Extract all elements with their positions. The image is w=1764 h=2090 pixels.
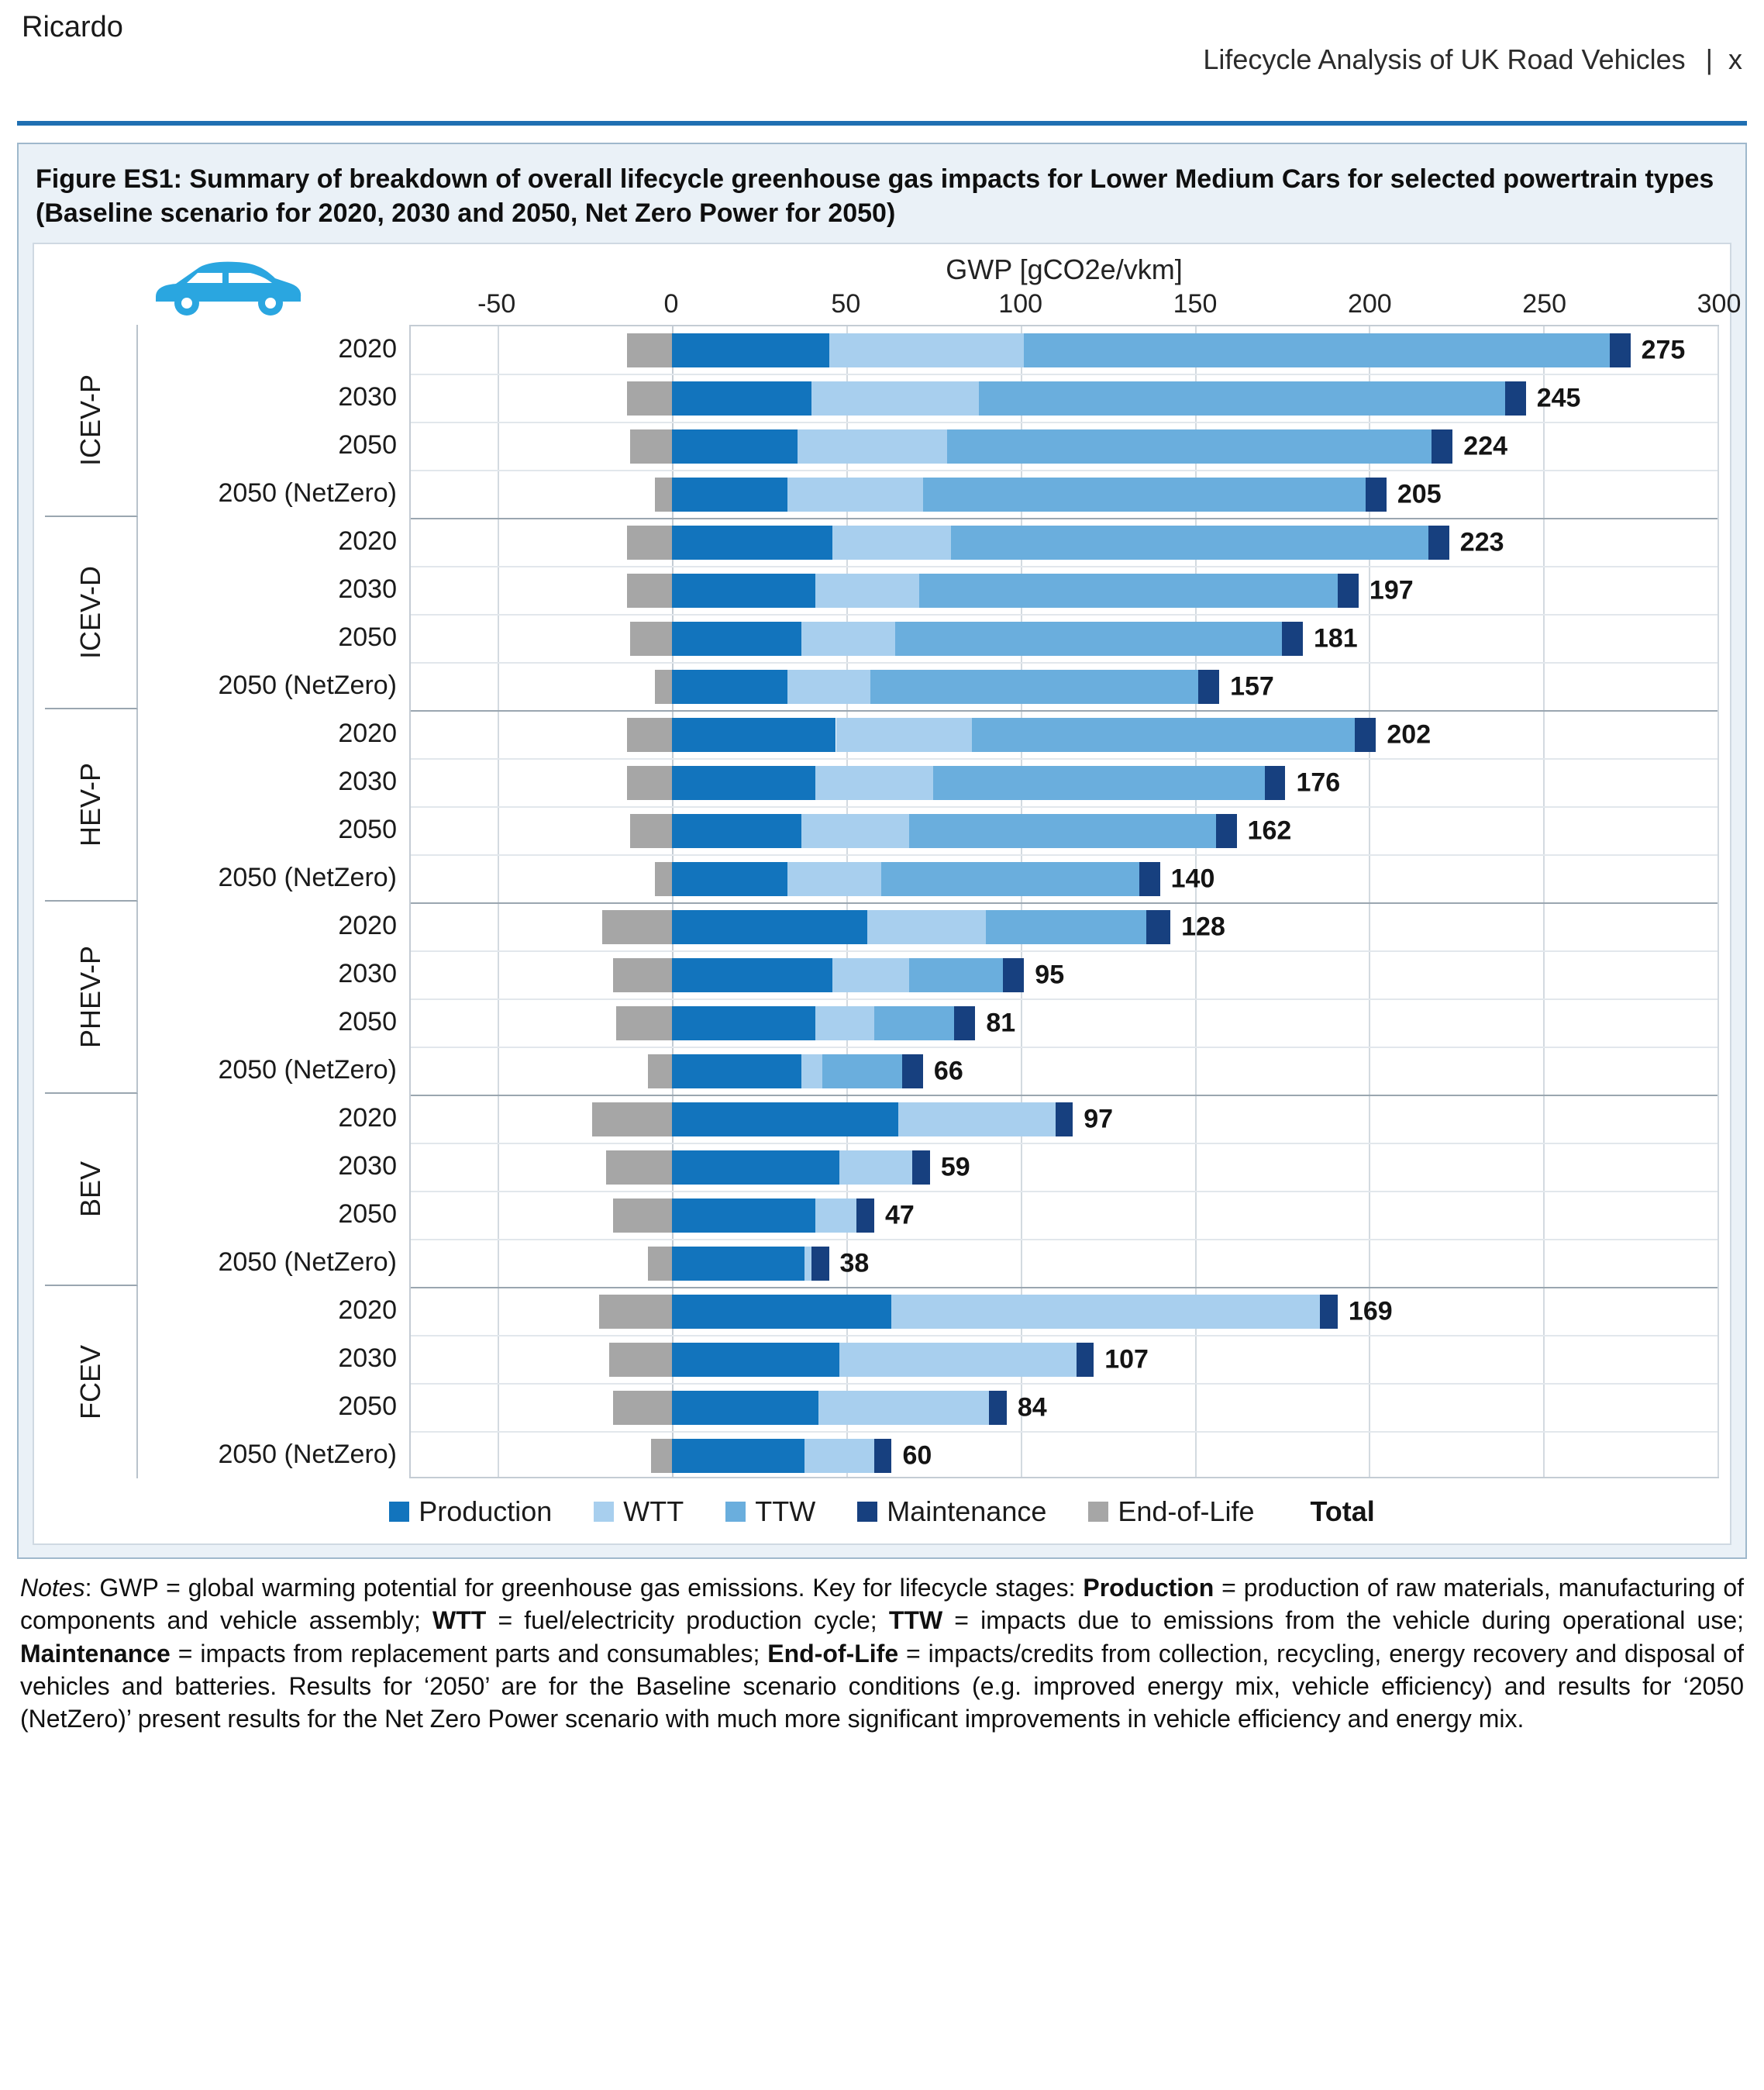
bar-segment-production bbox=[672, 1054, 801, 1088]
bar-segment-ttw bbox=[951, 526, 1428, 560]
bar-segment-production bbox=[672, 910, 867, 944]
bar-segment-end-of-life bbox=[592, 1102, 672, 1136]
table-row bbox=[411, 519, 1717, 567]
bar-segment-production bbox=[672, 1102, 898, 1136]
bar-total-label: 245 bbox=[1536, 383, 1581, 413]
bar-total-label: 84 bbox=[1017, 1392, 1047, 1423]
legend-total-label: Total bbox=[1310, 1495, 1375, 1528]
notes-term-ttw: TTW bbox=[888, 1606, 943, 1635]
bar-segment-end-of-life bbox=[651, 1439, 672, 1473]
bar-total-label: 197 bbox=[1369, 575, 1414, 605]
legend-item[interactable] bbox=[725, 1495, 815, 1528]
bar-segment-wtt bbox=[836, 718, 972, 752]
bar-segment-wtt bbox=[815, 1006, 874, 1040]
bar-segment-production bbox=[672, 622, 801, 656]
notes-eol-def: = impacts/credits from collection, recycling, energy recovery and disposal of vehicles and batteries. Results for ‘2050’ are for the Baseline scenario conditions (e.g. improved energy mix, vehicle efficiency) and results for ‘2050 (NetZero)’ present results for the Net Zero Power scenario with much more significant improvements in vehicle efficiency and energy mix. bbox=[20, 1639, 1745, 1733]
bar-segment-wtt bbox=[832, 958, 909, 992]
legend-label: Maintenance bbox=[887, 1495, 1047, 1528]
group-label-text: BEV bbox=[74, 1161, 106, 1218]
group-label-text: ICEV-P bbox=[74, 374, 106, 467]
x-tick-label: 250 bbox=[1522, 289, 1567, 319]
bar-segment-end-of-life bbox=[630, 622, 672, 656]
bar-segment-production bbox=[672, 670, 787, 704]
bar-segment-production bbox=[672, 1439, 804, 1473]
chart-header-row bbox=[45, 252, 1742, 325]
group-label-text: PHEV-P bbox=[74, 946, 106, 1049]
figure-notes bbox=[20, 1571, 1744, 1735]
legend-label: TTW bbox=[755, 1495, 816, 1528]
bar-segment-end-of-life bbox=[627, 333, 672, 367]
row-label: 2030 bbox=[338, 958, 397, 988]
bar-segment-maintenance bbox=[856, 1198, 873, 1233]
bar-segment-wtt bbox=[815, 766, 934, 800]
row-label: 2050 (NetZero) bbox=[218, 1439, 397, 1469]
legend-swatch-icon bbox=[594, 1502, 614, 1522]
bar-segment-end-of-life bbox=[627, 381, 672, 416]
bar-segment-wtt bbox=[787, 862, 881, 896]
bar-total-label: 38 bbox=[839, 1248, 870, 1278]
x-tick-label: 0 bbox=[663, 289, 679, 319]
notes-ttw-def: = impacts due to emissions from the vehicle during operational use; bbox=[942, 1606, 1745, 1635]
notes-term-wtt: WTT bbox=[432, 1606, 487, 1635]
bar-total-label: 128 bbox=[1181, 912, 1225, 942]
bar-segment-production bbox=[672, 1006, 815, 1040]
row-label: 2030 bbox=[338, 574, 397, 604]
bar-segment-production bbox=[672, 1198, 815, 1233]
bar-segment-production bbox=[672, 381, 811, 416]
row-label: 2020 bbox=[338, 1295, 397, 1325]
x-tick-label: 300 bbox=[1697, 289, 1742, 319]
legend-label: Production bbox=[419, 1495, 553, 1528]
bar-segment-ttw bbox=[923, 478, 1366, 512]
group-label bbox=[45, 517, 138, 709]
table-row bbox=[411, 711, 1717, 759]
bar-total-label: 157 bbox=[1230, 671, 1274, 702]
bar-segment-wtt bbox=[801, 814, 909, 848]
table-row bbox=[411, 615, 1717, 663]
bar-total-label: 223 bbox=[1459, 527, 1504, 557]
bar-segment-ttw bbox=[979, 381, 1505, 416]
bar-segment-maintenance bbox=[989, 1391, 1006, 1425]
notes-term-production: Production bbox=[1083, 1574, 1214, 1602]
bar-segment-production bbox=[672, 1150, 839, 1185]
bar-total-label: 169 bbox=[1348, 1296, 1393, 1326]
legend-swatch-icon bbox=[725, 1502, 746, 1522]
bar-segment-maintenance bbox=[874, 1439, 891, 1473]
table-row bbox=[411, 1143, 1717, 1192]
legend-swatch-icon bbox=[1088, 1502, 1108, 1522]
legend-label: End-of-Life bbox=[1118, 1495, 1255, 1528]
bar-total-label: 81 bbox=[986, 1008, 1016, 1038]
bar-segment-wtt bbox=[804, 1247, 811, 1281]
bar-segment-production bbox=[672, 766, 815, 800]
group-label bbox=[45, 1094, 138, 1286]
x-tick-label: 50 bbox=[831, 289, 861, 319]
bar-segment-end-of-life bbox=[606, 1150, 672, 1185]
bar-segment-maintenance bbox=[1366, 478, 1387, 512]
table-row bbox=[411, 855, 1717, 903]
bar-total-label: 205 bbox=[1397, 479, 1442, 509]
bar-segment-maintenance bbox=[1428, 526, 1449, 560]
bar-segment-end-of-life bbox=[602, 910, 672, 944]
bar-total-label: 181 bbox=[1313, 623, 1358, 654]
bar-segment-ttw bbox=[895, 622, 1282, 656]
x-axis-title: GWP [gCO2e/vkm] bbox=[946, 253, 1183, 286]
table-row bbox=[411, 951, 1717, 999]
plot-area bbox=[409, 325, 1719, 1478]
bar-segment-maintenance bbox=[811, 1247, 829, 1281]
legend-label: WTT bbox=[623, 1495, 684, 1528]
notes-production-def: = production of raw materials, manufacturing of components and vehicle assembly; bbox=[20, 1574, 1745, 1635]
table-row bbox=[411, 1192, 1717, 1240]
bar-segment-production bbox=[672, 574, 815, 608]
bar-total-label: 66 bbox=[933, 1056, 963, 1086]
bar-segment-wtt bbox=[787, 478, 923, 512]
bar-segment-end-of-life bbox=[655, 478, 672, 512]
group-label-text: ICEV-D bbox=[74, 566, 106, 660]
row-label: 2050 bbox=[338, 1198, 397, 1229]
table-row bbox=[411, 759, 1717, 807]
bar-segment-wtt bbox=[804, 1439, 874, 1473]
bar-total-label: 162 bbox=[1247, 816, 1292, 846]
table-row bbox=[411, 374, 1717, 422]
chart-card bbox=[33, 243, 1742, 1545]
bar-segment-ttw bbox=[822, 1054, 902, 1088]
bar-segment-ttw bbox=[972, 718, 1356, 752]
bar-segment-wtt bbox=[898, 1102, 1055, 1136]
row-label: 2050 bbox=[338, 1006, 397, 1036]
bar-segment-end-of-life bbox=[627, 766, 672, 800]
row-label: 2050 (NetZero) bbox=[218, 478, 397, 508]
bar-segment-wtt bbox=[801, 1054, 822, 1088]
bar-total-label: 176 bbox=[1296, 767, 1341, 798]
bar-segment-maintenance bbox=[1282, 622, 1303, 656]
legend-item[interactable] bbox=[857, 1495, 1046, 1528]
bar-segment-maintenance bbox=[954, 1006, 975, 1040]
bar-segment-production bbox=[672, 814, 801, 848]
bar-segment-wtt bbox=[815, 1198, 857, 1233]
bar-segment-end-of-life bbox=[648, 1247, 672, 1281]
chart-body bbox=[45, 325, 1719, 1478]
table-row bbox=[411, 1288, 1717, 1336]
figure-caption: Figure ES1: Summary of breakdown of overall lifecycle greenhouse gas impacts for Lower Medium Cars for selected powertrain types (Baseline scenario for 2020, 2030 and 2050, Net Zero Power for 2050) bbox=[36, 164, 1714, 228]
x-tick-label: 200 bbox=[1347, 289, 1392, 319]
page-marker: | x bbox=[1705, 43, 1742, 75]
table-row bbox=[411, 326, 1717, 374]
header-divider bbox=[17, 121, 1747, 126]
legend-item[interactable] bbox=[1088, 1495, 1254, 1528]
bar-segment-maintenance bbox=[1216, 814, 1237, 848]
bar-segment-ttw bbox=[919, 574, 1338, 608]
group-label-text: FCEV bbox=[74, 1345, 106, 1420]
document-header bbox=[17, 0, 1747, 116]
bar-segment-end-of-life bbox=[630, 429, 672, 464]
x-axis-ticks bbox=[409, 289, 1742, 325]
bar-total-label: 224 bbox=[1463, 431, 1508, 461]
table-row bbox=[411, 663, 1717, 711]
table-row bbox=[411, 567, 1717, 615]
bar-segment-end-of-life bbox=[630, 814, 672, 848]
row-label: 2050 bbox=[338, 814, 397, 844]
bar-segment-production bbox=[672, 1295, 891, 1329]
bar-total-label: 107 bbox=[1104, 1344, 1149, 1374]
notes-intro: : GWP = global warming potential for greenhouse gas emissions. Key for lifecycle stages: bbox=[84, 1574, 1084, 1602]
bar-segment-ttw bbox=[909, 814, 1216, 848]
document-title: Lifecycle Analysis of UK Road Vehicles bbox=[1203, 43, 1686, 75]
bar-segment-maintenance bbox=[1432, 429, 1452, 464]
row-label: 2030 bbox=[338, 1343, 397, 1373]
chart-legend bbox=[45, 1478, 1719, 1533]
bar-segment-production bbox=[672, 862, 787, 896]
bar-segment-maintenance bbox=[1077, 1343, 1094, 1377]
bar-segment-wtt bbox=[798, 429, 947, 464]
legend-item[interactable] bbox=[389, 1495, 552, 1528]
table-row bbox=[411, 1240, 1717, 1288]
bar-segment-production bbox=[672, 1391, 818, 1425]
group-label bbox=[45, 902, 138, 1094]
legend-item[interactable] bbox=[594, 1495, 684, 1528]
table-row bbox=[411, 1432, 1717, 1480]
row-label: 2050 bbox=[338, 1391, 397, 1421]
bar-segment-production bbox=[672, 718, 835, 752]
bar-segment-end-of-life bbox=[627, 718, 672, 752]
brand-name: Ricardo bbox=[22, 11, 123, 43]
table-row bbox=[411, 999, 1717, 1047]
bar-segment-wtt bbox=[787, 670, 871, 704]
table-row bbox=[411, 1095, 1717, 1143]
bar-segment-maintenance bbox=[1003, 958, 1024, 992]
row-label: 2020 bbox=[338, 1102, 397, 1133]
bar-segment-wtt bbox=[829, 333, 1025, 367]
bar-segment-production bbox=[672, 1247, 804, 1281]
bar-segment-maintenance bbox=[1265, 766, 1286, 800]
bar-total-label: 202 bbox=[1387, 719, 1432, 750]
bar-segment-wtt bbox=[811, 381, 979, 416]
gridline bbox=[1717, 326, 1719, 1477]
notes-term-eol: End-of-Life bbox=[767, 1639, 899, 1668]
bar-segment-wtt bbox=[818, 1391, 989, 1425]
bar-segment-end-of-life bbox=[627, 574, 672, 608]
bar-segment-ttw bbox=[881, 862, 1139, 896]
bar-segment-end-of-life bbox=[613, 1198, 672, 1233]
row-label: 2020 bbox=[338, 526, 397, 556]
bar-segment-production bbox=[672, 478, 787, 512]
bar-segment-ttw bbox=[909, 958, 1003, 992]
x-tick-label: -50 bbox=[477, 289, 516, 319]
table-row bbox=[411, 903, 1717, 951]
bar-segment-end-of-life bbox=[655, 670, 672, 704]
bar-segment-end-of-life bbox=[627, 526, 672, 560]
bar-segment-end-of-life bbox=[613, 1391, 672, 1425]
group-label bbox=[45, 709, 138, 902]
bar-segment-wtt bbox=[867, 910, 986, 944]
notes-wtt-def: = fuel/electricity production cycle; bbox=[486, 1606, 889, 1635]
figure-container bbox=[17, 143, 1747, 1559]
table-row bbox=[411, 1336, 1717, 1384]
bar-segment-maintenance bbox=[1139, 862, 1160, 896]
table-row bbox=[411, 1384, 1717, 1432]
bar-total-label: 47 bbox=[884, 1200, 915, 1230]
row-label: 2050 bbox=[338, 429, 397, 460]
bar-total-label: 59 bbox=[940, 1152, 970, 1182]
bar-total-label: 60 bbox=[902, 1440, 932, 1471]
bar-segment-production bbox=[672, 1343, 839, 1377]
bar-segment-ttw bbox=[933, 766, 1264, 800]
row-label: 2020 bbox=[338, 718, 397, 748]
bar-segment-wtt bbox=[801, 622, 895, 656]
bar-segment-wtt bbox=[839, 1343, 1077, 1377]
notes-term-maintenance: Maintenance bbox=[20, 1639, 171, 1668]
bar-segment-maintenance bbox=[902, 1054, 923, 1088]
x-tick-label: 150 bbox=[1173, 289, 1218, 319]
row-label: 2030 bbox=[338, 1150, 397, 1181]
bar-total-label: 275 bbox=[1641, 335, 1686, 365]
row-label: 2050 (NetZero) bbox=[218, 862, 397, 892]
row-label: 2050 (NetZero) bbox=[218, 1247, 397, 1277]
group-label bbox=[45, 1286, 138, 1478]
bar-segment-ttw bbox=[986, 910, 1146, 944]
bar-segment-end-of-life bbox=[599, 1295, 672, 1329]
bar-segment-production bbox=[672, 429, 798, 464]
x-axis-header bbox=[409, 253, 1742, 325]
table-row bbox=[411, 807, 1717, 855]
header-title-block bbox=[1156, 11, 1742, 109]
bar-segment-production bbox=[672, 958, 832, 992]
car-icon-cell bbox=[45, 252, 409, 325]
row-label: 2020 bbox=[338, 910, 397, 940]
bar-segment-maintenance bbox=[1320, 1295, 1337, 1329]
bar-segment-ttw bbox=[1024, 333, 1609, 367]
row-label: 2050 (NetZero) bbox=[218, 670, 397, 700]
bar-segment-maintenance bbox=[1505, 381, 1526, 416]
bar-segment-wtt bbox=[815, 574, 920, 608]
bar-segment-end-of-life bbox=[616, 1006, 672, 1040]
legend-swatch-icon bbox=[389, 1502, 409, 1522]
bar-segment-production bbox=[672, 333, 829, 367]
table-row bbox=[411, 422, 1717, 471]
bar-segment-maintenance bbox=[912, 1150, 929, 1185]
bar-segment-ttw bbox=[870, 670, 1198, 704]
row-label: 2030 bbox=[338, 766, 397, 796]
bar-segment-ttw bbox=[874, 1006, 954, 1040]
row-label-axis bbox=[138, 325, 409, 1478]
table-row bbox=[411, 471, 1717, 519]
table-row bbox=[411, 1047, 1717, 1095]
bar-segment-wtt bbox=[839, 1150, 912, 1185]
car-icon bbox=[142, 252, 312, 322]
bar-segment-wtt bbox=[832, 526, 951, 560]
bar-segment-end-of-life bbox=[613, 958, 672, 992]
row-label: 2020 bbox=[338, 333, 397, 364]
bar-segment-end-of-life bbox=[648, 1054, 672, 1088]
notes-maintenance-def: = impacts from replacement parts and consumables; bbox=[170, 1639, 768, 1668]
bar-segment-end-of-life bbox=[655, 862, 672, 896]
bar-segment-maintenance bbox=[1610, 333, 1631, 367]
bar-segment-maintenance bbox=[1355, 718, 1376, 752]
legend-swatch-icon bbox=[857, 1502, 877, 1522]
row-label: 2050 bbox=[338, 622, 397, 652]
bar-segment-production bbox=[672, 526, 832, 560]
bar-segment-maintenance bbox=[1146, 910, 1170, 944]
bar-total-label: 95 bbox=[1035, 960, 1065, 990]
group-axis bbox=[45, 325, 138, 1478]
bar-segment-wtt bbox=[891, 1295, 1320, 1329]
row-label: 2050 (NetZero) bbox=[218, 1054, 397, 1085]
bar-total-label: 140 bbox=[1170, 864, 1215, 894]
group-label bbox=[45, 325, 138, 517]
bar-segment-ttw bbox=[947, 429, 1432, 464]
bar-segment-maintenance bbox=[1198, 670, 1219, 704]
notes-prefix: Notes bbox=[20, 1574, 85, 1602]
group-label-text: HEV-P bbox=[74, 763, 106, 847]
bar-segment-maintenance bbox=[1338, 574, 1359, 608]
row-label: 2030 bbox=[338, 381, 397, 412]
bar-segment-end-of-life bbox=[609, 1343, 672, 1377]
bar-segment-maintenance bbox=[1056, 1102, 1073, 1136]
x-tick-label: 100 bbox=[998, 289, 1043, 319]
bar-total-label: 97 bbox=[1084, 1104, 1114, 1134]
